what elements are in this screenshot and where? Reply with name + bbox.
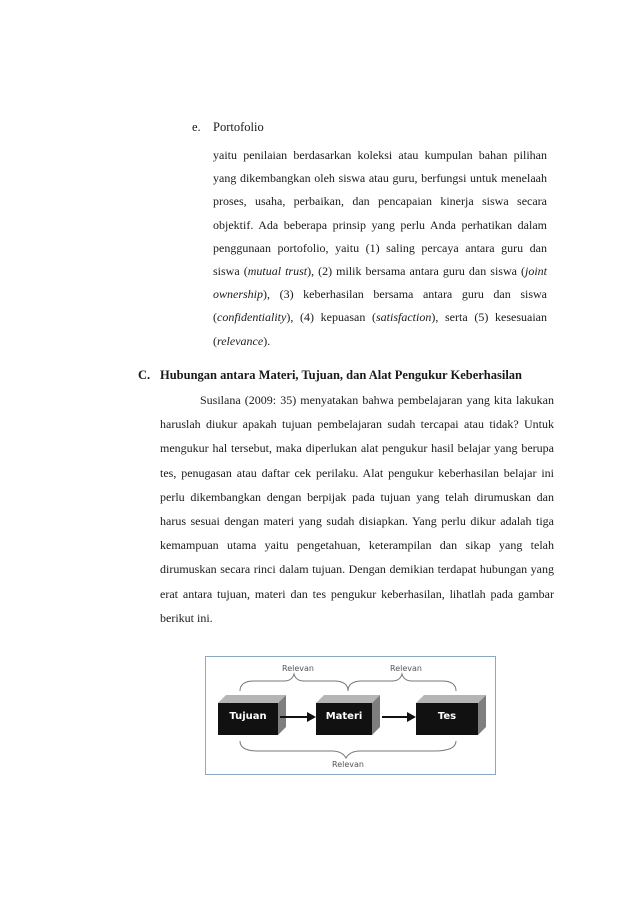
body-text: ).: [263, 333, 271, 348]
list-item-title: Portofolio: [213, 120, 264, 134]
label-relevan-top-right: Relevan: [390, 664, 422, 673]
label-relevan-top-left: Relevan: [282, 664, 314, 673]
section-paragraph: Susilana (2009: 35) menyatakan bahwa pembelajaran yang kita lakukan haruslah diukur apakah tujuan pembelajaran sudah tercapai atau tidak? Untuk mengukur hal tersebut, maka diperlukan alat pengukur hasil belajar yang berupa tes, penugasan atau daftar cek perilaku. Alat pengukur keberhasilan belajar ini perlu dikembangkan dengan berpijak pada tujuan yang telah dirumuskan dan harus sesuai dengan materi yang sudah disiapkan. Yang perlu dikur adalah tiga kemampuan utama yaitu pengetahuan, keterampilan dan sikap yang telah dirumuskan secara rinci dalam tujuan. Dengan demikian terdapat hubungan yang erat antara tujuan, materi dan tes pengukur keberhasilan, lihatlah pada gambar berikut ini.: [160, 393, 554, 625]
body-text: yaitu penilaian berdasarkan koleksi atau kumpulan bahan pilihan yang dikembangkan oleh siswa atau guru, berfungsi untuk menelaah proses, usaha, perbaikan, dan pencapaian kinerja siswa secara objektif. Ada beberapa prinsip yang perlu Anda perhatikan dalam penggunaan portofolio, yaitu (1) saling percaya antara guru dan siswa (: [213, 148, 547, 279]
brace-bottom: [240, 741, 456, 758]
section-letter: C.: [138, 368, 151, 382]
brace-top-right: [348, 674, 456, 691]
list-marker: e.: [192, 120, 201, 134]
body-text: ), serta (5) kesesuaian (: [213, 310, 547, 348]
italic-term: satisfaction: [376, 310, 432, 325]
label-relevan-bottom: Relevan: [332, 760, 364, 769]
relationship-diagram: [205, 656, 496, 775]
italic-term: joint ownership: [213, 264, 547, 302]
italic-term: mutual trust: [247, 264, 308, 279]
arrowhead-2: [407, 712, 416, 722]
body-text: ), (3) keberhasilan bersama antara guru dan siswa (: [213, 287, 547, 325]
section-title: Hubungan antara Materi, Tujuan, dan Alat Pengukur Keberhasilan: [160, 368, 523, 382]
body-text: ), (2) milik bersama antara guru dan siswa (: [307, 264, 525, 279]
box-label-materi: Materi: [325, 711, 363, 722]
italic-term: relevance: [217, 333, 264, 348]
body-text: ), (4) kepuasan (: [286, 310, 376, 325]
arrowhead-1: [307, 712, 316, 722]
brace-top-left: [240, 674, 348, 691]
list-item-body: [213, 144, 547, 353]
box-label-tujuan: Tujuan: [229, 711, 267, 722]
italic-term: confidentiality: [217, 310, 287, 325]
box-label-tes: Tes: [437, 711, 457, 722]
section-heading: [138, 368, 558, 383]
